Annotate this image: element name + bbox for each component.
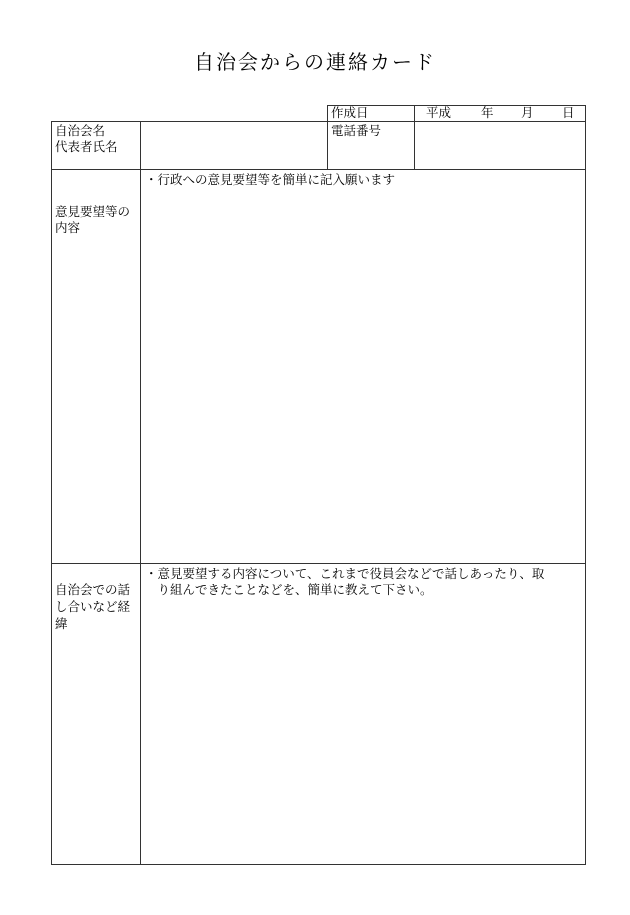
rule-label-col	[140, 121, 141, 865]
discussion-label-line2: し合いなど経	[55, 599, 131, 614]
rule-table-bottom	[51, 864, 586, 865]
date-label: 作成日	[331, 105, 369, 120]
representative-name-label: 代表者氏名	[55, 139, 118, 154]
month-label: 月	[521, 105, 534, 120]
rule-below-name	[51, 169, 586, 170]
form-title: 自治会からの連絡カード	[194, 50, 436, 74]
year-label: 年	[481, 105, 494, 120]
era-label: 平成	[426, 105, 452, 120]
rule-date-left	[327, 105, 328, 170]
opinion-label-line1: 意見要望等の	[55, 204, 131, 219]
discussion-label-line3: 緯	[55, 616, 68, 631]
discussion-instruction-line2: り組んできたことなどを、簡単に教えて下さい。	[145, 582, 433, 597]
rule-table-top	[51, 121, 586, 122]
day-label: 日	[562, 105, 575, 120]
rule-below-opinion	[51, 563, 586, 564]
rule-left	[51, 121, 52, 865]
opinion-label-line2: 内容	[55, 220, 81, 235]
rule-date-mid	[414, 105, 415, 170]
association-name-label: 自治会名	[55, 123, 106, 138]
opinion-instruction: ・行政への意見要望等を簡単に記入願います	[145, 172, 396, 187]
phone-label: 電話番号	[331, 123, 382, 138]
rule-right	[585, 105, 586, 865]
discussion-label-line1: 自治会での話	[55, 582, 131, 597]
discussion-instruction-line1: ・意見要望する内容について、これまで役員会などで話しあったり、取	[145, 566, 545, 581]
